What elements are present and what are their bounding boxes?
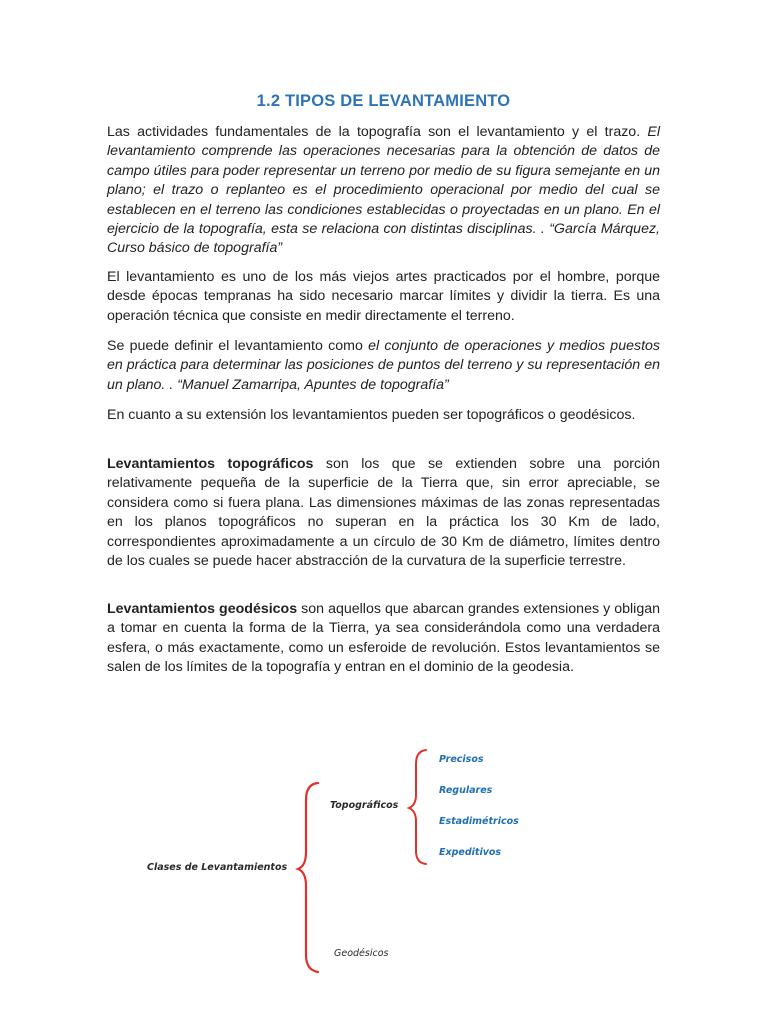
diagram-geodesicos-label: Geodésicos	[334, 948, 389, 959]
paragraph-definition-quote: el conjunto de operaciones y medios puestos en práctica para determinar las posiciones de puntos del terreno y su representación en un plano. . “Manuel Zamarripa, Apuntes de topografía”	[107, 338, 661, 393]
paragraph-intro	[107, 123, 660, 259]
paragraph-extension: En cuanto a su extensión los levantamientos pueden ser topográficos o geodésicos.	[107, 407, 636, 423]
diagram-root-label: Clases de Levantamientos	[147, 862, 288, 873]
paragraph-geodesicos	[107, 600, 660, 678]
paragraph-intro-plain: Las actividades fundamentales de la topografía son el levantamiento y el trazo.	[107, 124, 648, 140]
diagram-item-regulares: Regulares	[439, 785, 493, 796]
paragraph-geodesicos-text: son aquellos que abarcan grandes extensiones y obligan a tomar en cuenta la forma de la Tierra, ya sea considerándola como una verdadera esfera, o más exactamente, como un esferoide de revolución. Estos levantamientos se salen de los límites de la topografía y entran en el dominio de la geodesia.	[107, 601, 660, 676]
paragraph-history: El levantamiento es uno de los más viejos artes practicados por el hombre, porque desde épocas tempranas ha sido necesario marcar límites y dividir la tierra. Es una operación técnica que consiste en medir directamente el terreno.	[107, 269, 660, 324]
diagram-item-precisos: Precisos	[439, 754, 484, 765]
topo-bracket	[409, 750, 426, 864]
paragraph-topograficos	[107, 455, 660, 571]
term-topograficos: Levantamientos topográficos	[107, 456, 314, 472]
paragraph-intro-quote: El levantamiento comprende las operaciones necesarias para la obtención de datos de campo útiles para poder representar un terreno por medio de su figura semejante en un plano; el trazo o replanteo es el procedimiento operacional por medio del cual se establecen en el terreno las condiciones establecidas o proyectadas en un plano. En el ejercicio de la topografía, esta se relaciona con distintas disciplinas. . “García Márquez, Curso básico de topografía”	[107, 124, 660, 257]
term-geodesicos: Levantamientos geodésicos	[107, 601, 298, 617]
diagram-topograficos-label: Topográficos	[330, 800, 399, 811]
paragraph-definition	[107, 337, 660, 395]
diagram-item-estadimetricos: Estadimétricos	[439, 816, 519, 827]
diagram-item-expeditivos: Expeditivos	[439, 847, 502, 858]
section-title: 1.2 TIPOS DE LEVANTAMIENTO	[256, 92, 511, 110]
paragraph-topograficos-text: son los que se extienden sobre una porción relativamente pequeña de la superficie de la Tierra que, sin error apreciable, se considera como si fuera plana. Las dimensiones máximas de las zonas representadas en los planos topográficos no superan en la práctica los 30 Km de lado, correspondientes aproximadamente a un círculo de 30 Km de diámetro, límites dentro de los cuales se puede hacer abstracción de la curvatura de la superficie terrestre.	[107, 456, 660, 570]
paragraph-definition-plain: Se puede definir el levantamiento como	[107, 338, 369, 354]
main-bracket	[298, 783, 318, 972]
